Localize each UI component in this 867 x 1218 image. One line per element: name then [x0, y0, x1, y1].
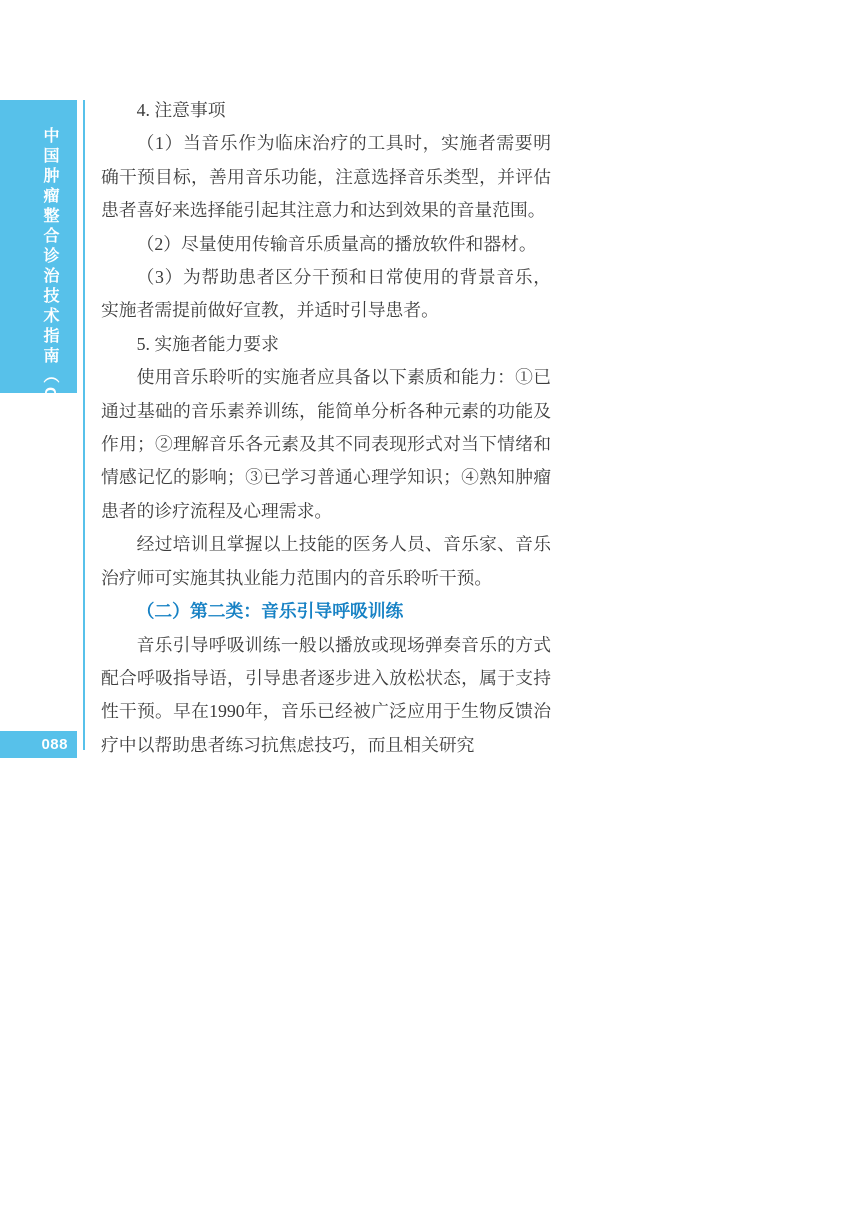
page-number-badge: [0, 731, 77, 758]
sidebar-rule: [83, 100, 85, 750]
sidebar-banner: [0, 100, 77, 470]
page-number: 088: [41, 736, 68, 753]
paragraph: 使用音乐聆听的实施者应具备以下素质和能力：①已通过基础的音乐素养训练，能简单分析各种元素的功能及作用；②理解音乐各元素及其不同表现形式对当下情绪和情感记忆的影响；③已学习普通心理学知识；④熟知肿瘤患者的诊疗流程及心理需求。: [101, 367, 551, 521]
paragraph: （2）尽量使用传输音乐质量高的播放软件和器材。: [136, 233, 537, 254]
paragraph: （1）当音乐作为临床治疗的工具时，实施者需要明确干预目标，善用音乐功能，注意选择音乐类型，并评估患者喜好来选择能引起其注意力和达到效果的音量范围。: [101, 133, 551, 221]
paragraph: 音乐引导呼吸训练一般以播放或现场弹奏音乐的方式配合呼吸指导语，引导患者逐步进入放松状态，属于支持性干预。早在1990年，音乐已经被广泛应用于生物反馈治疗中以帮助患者练习抗焦虑技巧，而且相关研究: [101, 634, 551, 755]
section-heading: （二）第二类：音乐引导呼吸训练: [136, 601, 404, 622]
page-content: [101, 94, 551, 762]
paragraph: 5. 实施者能力要求: [136, 333, 279, 354]
paragraph: 经过培训且掌握以上技能的医务人员、音乐家、音乐治疗师可实施其执业能力范围内的音乐聆听干预。: [101, 534, 551, 588]
paragraph: 4. 注意事项: [136, 100, 226, 120]
sidebar-title: 中国肿瘤整合诊治技术指南（CACA）: [41, 127, 58, 470]
paragraph: （3）为帮助患者区分干预和日常使用的背景音乐，实施者需提前做好宣教，并适时引导患者。: [101, 267, 551, 321]
